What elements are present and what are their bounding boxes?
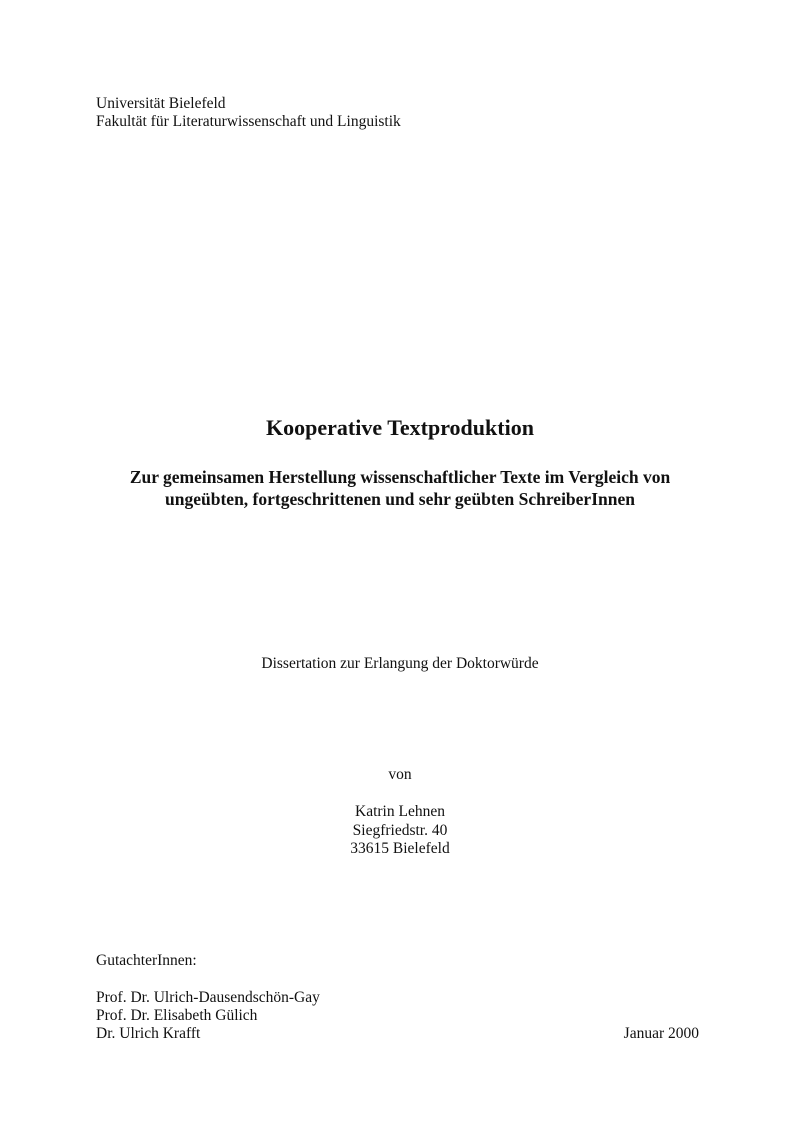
reviewers-heading: GutachterInnen: bbox=[96, 952, 197, 969]
submission-date: Januar 2000 bbox=[623, 1025, 699, 1042]
university-name: Universität Bielefeld bbox=[96, 95, 226, 112]
reviewer-2: Prof. Dr. Elisabeth Gülich bbox=[96, 1007, 258, 1024]
faculty-name: Fakultät für Literaturwissenschaft und Linguistik bbox=[96, 113, 401, 130]
author-street: Siegfriedstr. 40 bbox=[352, 821, 448, 839]
dissertation-note: Dissertation zur Erlangung der Doktorwürde bbox=[261, 655, 539, 672]
institution-block bbox=[96, 95, 401, 131]
author-block bbox=[0, 803, 800, 859]
reviewers-list bbox=[96, 989, 320, 1043]
reviewer-1: Prof. Dr. Ulrich-Dausendschön-Gay bbox=[96, 989, 320, 1006]
subtitle-line-2: ungeübten, fortgeschrittenen und sehr geübten SchreiberInnen bbox=[165, 489, 635, 509]
author-city: 33615 Bielefeld bbox=[350, 840, 450, 857]
document-title: Kooperative Textproduktion bbox=[266, 415, 534, 440]
reviewer-3: Dr. Ulrich Krafft bbox=[96, 1025, 201, 1042]
document-subtitle bbox=[0, 466, 800, 510]
by-label: von bbox=[388, 766, 412, 783]
author-name: Katrin Lehnen bbox=[355, 803, 445, 820]
subtitle-line-1: Zur gemeinsamen Herstellung wissenschaftlicher Texte im Vergleich von bbox=[129, 467, 671, 487]
